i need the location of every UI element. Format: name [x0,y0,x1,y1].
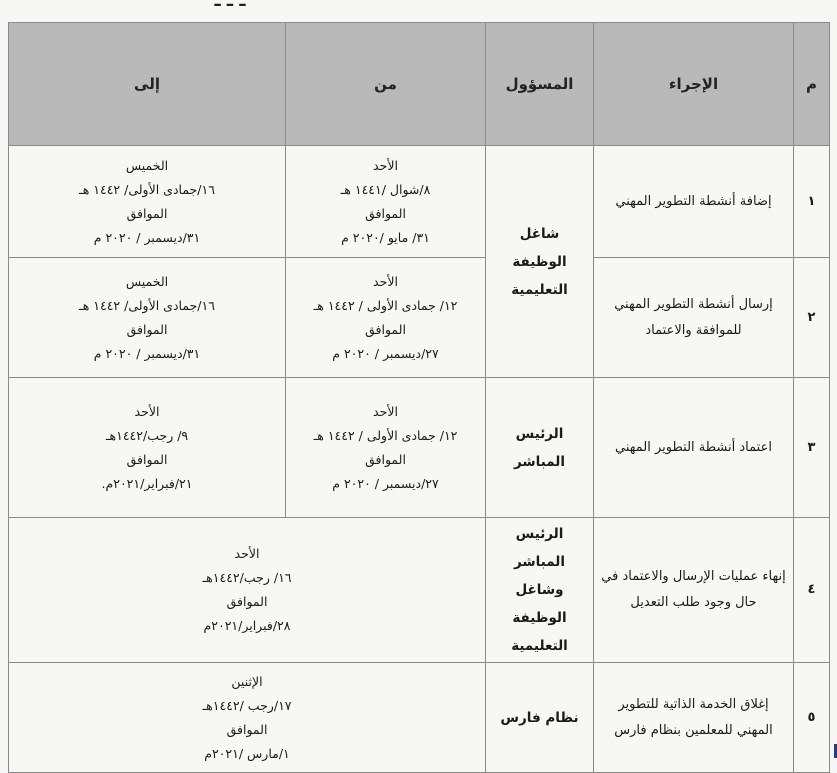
to-hijri-date: ١٦/جمادى الأولى/ ١٤٤٢ هـ [79,181,215,197]
schedule-table [8,22,830,773]
action-cell: إضافة أنشطة التطوير المهني [594,146,794,258]
span-day: الإثنين [231,673,263,689]
to-corresponding: الموافق [126,205,168,221]
to-gregorian-date: ٣١/ديسمبر / ٢٠٢٠ م [93,229,201,245]
table-row [9,518,830,663]
action-cell: إنهاء عمليات الإرسال والاعتماد في حال وجود طلب التعديل [594,518,794,663]
from-date-cell [286,258,486,378]
cropped-heading-fragment: ـ ـ ـ [214,0,246,11]
to-hijri-date: ١٦/جمادى الأولى/ ١٤٤٢ هـ [79,297,215,313]
from-date-cell [286,146,486,258]
from-date-cell [286,378,486,518]
from-corresponding: الموافق [365,321,406,337]
to-day: الأحد [134,403,160,419]
to-day: الخميس [125,157,169,173]
to-corresponding: الموافق [126,321,168,337]
from-hijri-date: ١٢/ جمادى الأولى / ١٤٤٢ هـ [313,427,458,443]
from-day: الأحد [373,273,398,289]
span-day: الأحد [234,546,260,561]
span-gregorian-date: ٢٨/فبراير/٢٠٢١م [203,618,291,633]
to-gregorian-date: ٣١/ديسمبر / ٢٠٢٠ م [93,345,201,361]
span-corresponding: الموافق [226,594,268,609]
header-to: إلى [9,23,286,146]
to-day: الخميس [125,273,169,289]
from-gregorian-date: ٢٧/ديسمبر / ٢٠٢٠ م [332,475,439,491]
action-cell: إرسال أنشطة التطوير المهني للموافقة والاعتماد [594,258,794,378]
owner-cell: شاغل الوظيفة التعليمية [486,146,594,378]
date-span-cell [9,663,486,773]
from-corresponding: الموافق [365,205,406,221]
from-gregorian-date: ٢٧/ديسمبر / ٢٠٢٠ م [332,345,439,361]
from-hijri-date: ١٢/ جمادى الأولى / ١٤٤٢ هـ [313,297,458,313]
owner-cell: نظام فارس [486,663,594,773]
to-date-cell [9,258,286,378]
row-number: ٥ [794,663,830,773]
table-header-row [9,23,830,146]
action-cell: اعتماد أنشطة التطوير المهني [594,378,794,518]
table-row [9,146,830,258]
from-day: الأحد [373,157,398,173]
header-from: من [286,23,486,146]
action-cell: إغلاق الخدمة الذاتية للتطوير المهني للمعلمين بنظام فارس [594,663,794,773]
from-hijri-date: ٨/شوال /١٤٤١ هـ [340,181,431,197]
row-number: ٢ [794,258,830,378]
row-number: ٤ [794,518,830,663]
from-day: الأحد [373,403,398,419]
to-gregorian-date: ٢١/فبراير/٢٠٢١م. [101,475,193,491]
from-corresponding: الموافق [365,451,406,467]
table-row [9,258,830,378]
span-gregorian-date: ١/مارس /٢٠٢١م [204,745,290,761]
table-row [9,663,830,773]
date-span-cell [9,518,486,663]
span-hijri-date: ١٦/ رجب/١٤٤٢هـ [202,570,292,585]
to-hijri-date: ٩/ رجب/١٤٤٢هـ [105,427,189,443]
header-action: الإجراء [594,23,794,146]
row-number: ١ [794,146,830,258]
owner-cell: الرئيس المباشر وشاغل الوظيفة التعليمية [486,518,594,663]
from-gregorian-date: ٣١/ مايو /٢٠٢٠ م [341,229,430,245]
table-row [9,378,830,518]
owner-cell: الرئيس المباشر [486,378,594,518]
to-date-cell [9,146,286,258]
span-corresponding: الموافق [226,721,268,737]
row-number: ٣ [794,378,830,518]
header-num: م [794,23,830,146]
to-date-cell [9,378,286,518]
to-corresponding: الموافق [126,451,168,467]
schedule-sheet [8,22,830,761]
span-hijri-date: ١٧/رجب /١٤٤٢هـ [202,697,292,713]
header-owner: المسؤول [486,23,594,146]
